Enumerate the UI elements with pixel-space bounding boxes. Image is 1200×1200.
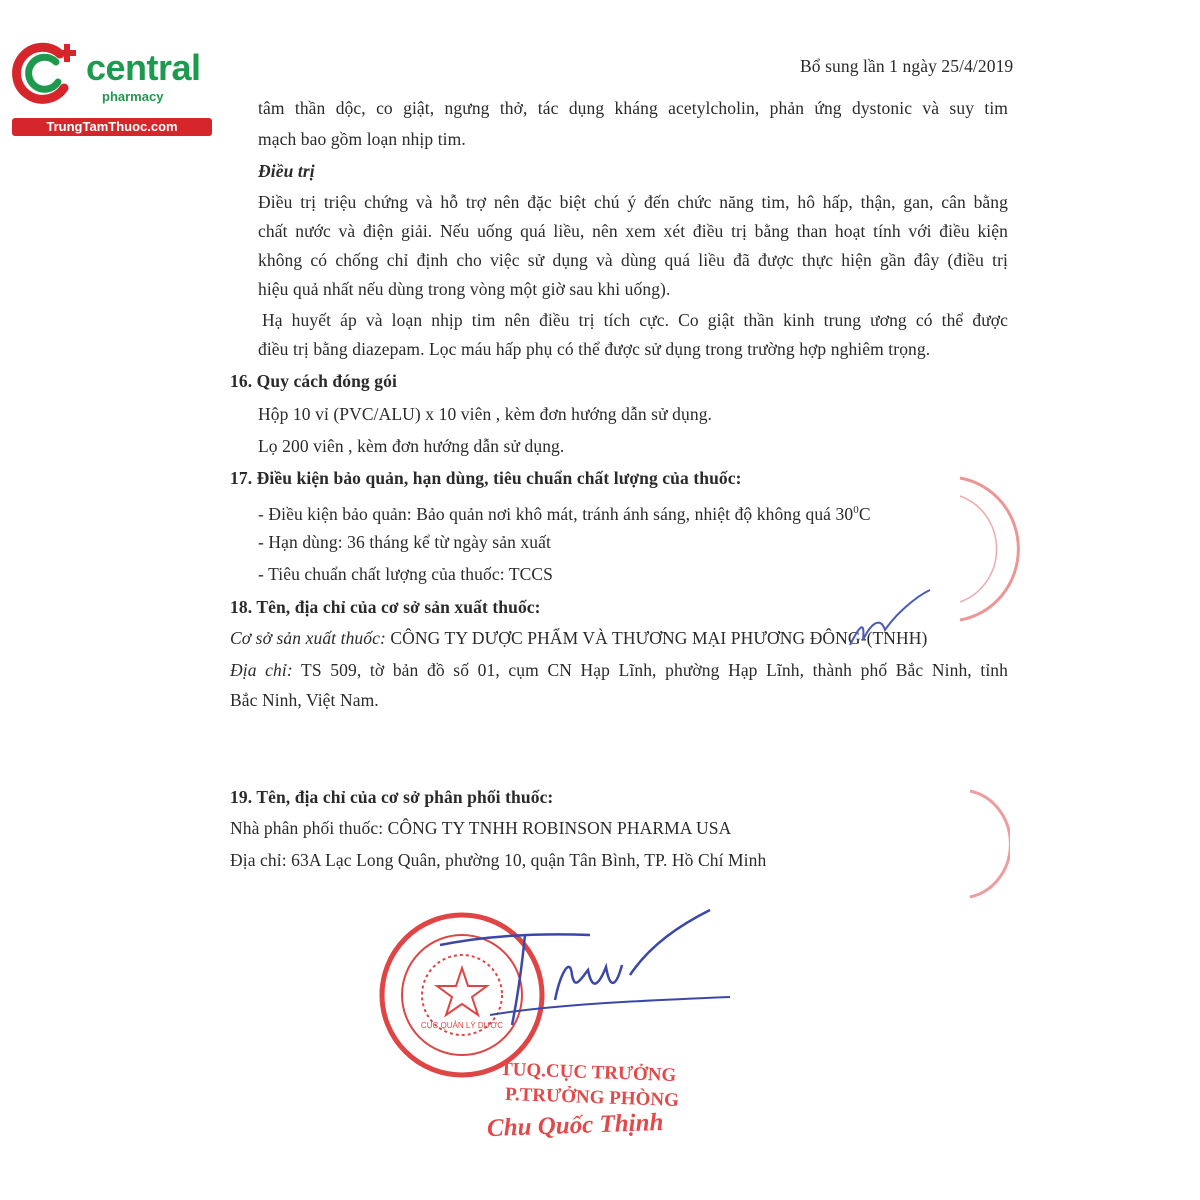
central-pharmacy-logo-icon <box>10 40 82 108</box>
brand-logo <box>10 38 215 138</box>
treatment-text-line: chất nước và điện giải. Nếu uống quá liều, nên xem xét điều trị bằng than hoạt tính với điều kiện <box>258 221 1008 241</box>
treatment-text-line: điều trị bằng diazepam. Lọc máu hấp phụ có thể được sử dụng trong trường hợp nghiêm trọng. <box>258 339 931 359</box>
storage-degree: 0 <box>853 504 859 516</box>
partial-seal-right-lower-icon <box>950 785 1010 905</box>
storage-unit: C <box>858 503 871 524</box>
director-signature-icon <box>430 905 740 1045</box>
section-17-heading: 17. Điều kiện bảo quản, hạn dùng, tiêu chuẩn chất lượng của thuốc: <box>230 468 742 488</box>
manufacturer-address-line <box>230 659 1008 681</box>
signatory-name: Chu Quốc Thịnh <box>486 1108 664 1143</box>
treatment-text-line: Hạ huyết áp và loạn nhịp tim nên điều trị tích cực. Co giật thần kinh trung ương có thể được <box>262 310 1008 330</box>
section-18-heading: 18. Tên, địa chỉ của cơ sở sản xuất thuốc: <box>230 597 541 617</box>
packaging-line: Hộp 10 vỉ (PVC/ALU) x 10 viên , kèm đơn hướng dẫn sử dụng. <box>258 404 713 424</box>
manufacturer-name: CÔNG TY DƯỢC PHẨM VÀ THƯƠNG MẠI PHƯƠNG ĐÔNG-(TNHH) <box>385 628 928 648</box>
brand-name: central <box>86 47 201 88</box>
signatory-title-1: TUQ.CỤC TRƯỞNG <box>499 1058 677 1087</box>
manufacturer-label: Cơ sở sản xuất thuốc: <box>230 628 386 648</box>
treatment-heading: Điều trị <box>258 161 315 181</box>
treatment-text-line: không có chống chỉ định cho việc sử dụng và dùng quá liều đã được thực hiện gần đây (điều trị <box>258 250 1008 270</box>
initial-signature-icon <box>845 585 935 655</box>
distributor-line: Nhà phân phối thuốc: CÔNG TY TNHH ROBINSON PHARMA USA <box>230 818 732 838</box>
quality-standard: - Tiêu chuẩn chất lượng của thuốc: TCCS <box>258 564 553 584</box>
brand-subtitle: pharmacy <box>102 89 164 104</box>
overdose-text-line: tâm thần dộc, co giật, ngưng thở, tác dụng kháng acetylcholin, phản ứng dystonic và suy tim <box>258 98 1008 118</box>
section-19-heading: 19. Tên, địa chỉ của cơ sở phân phối thuốc: <box>230 787 554 807</box>
packaging-line: Lọ 200 viên , kèm đơn hướng dẫn sử dụng. <box>258 436 565 456</box>
overdose-text-line: mạch bao gồm loạn nhịp tim. <box>258 129 466 149</box>
partial-seal-right-icon <box>930 470 1020 630</box>
section-16-heading: 16. Quy cách đóng gói <box>230 371 397 391</box>
brand-site-banner: TrungTamThuoc.com <box>12 118 212 136</box>
manufacturer-line <box>230 627 927 649</box>
svg-text:CỤC QUẢN LÝ DƯỢC: CỤC QUẢN LÝ DƯỢC <box>420 1021 504 1030</box>
shelf-life: - Hạn dùng: 36 tháng kể từ ngày sản xuất <box>258 532 551 552</box>
storage-text: - Điều kiện bảo quản: Bảo quản nơi khô mát, tránh ánh sáng, nhiệt độ không quá 30 <box>258 503 854 524</box>
address-label: Địa chỉ: <box>230 660 293 680</box>
treatment-text-line: Điều trị triệu chứng và hỗ trợ nên đặc biệt chú ý đến chức năng tim, hô hấp, thận, gan, cân bằng <box>258 192 1008 212</box>
storage-condition <box>258 499 871 525</box>
distributor-address: Địa chỉ: 63A Lạc Long Quân, phường 10, quận Tân Bình, TP. Hồ Chí Minh <box>230 850 767 870</box>
revision-note: Bổ sung lần 1 ngày 25/4/2019 <box>800 56 1014 76</box>
signatory-title-2: P.TRƯỞNG PHÒNG <box>504 1083 680 1112</box>
manufacturer-address-line-2: Bắc Ninh, Việt Nam. <box>230 690 379 710</box>
address-text: TS 509, tờ bản đồ số 01, cụm CN Hạp Lĩnh, phường Hạp Lĩnh, thành phố Bắc Ninh, tỉnh <box>292 660 1008 680</box>
treatment-text-line: hiệu quả nhất nếu dùng trong vòng một giờ sau khi uống). <box>258 279 671 299</box>
